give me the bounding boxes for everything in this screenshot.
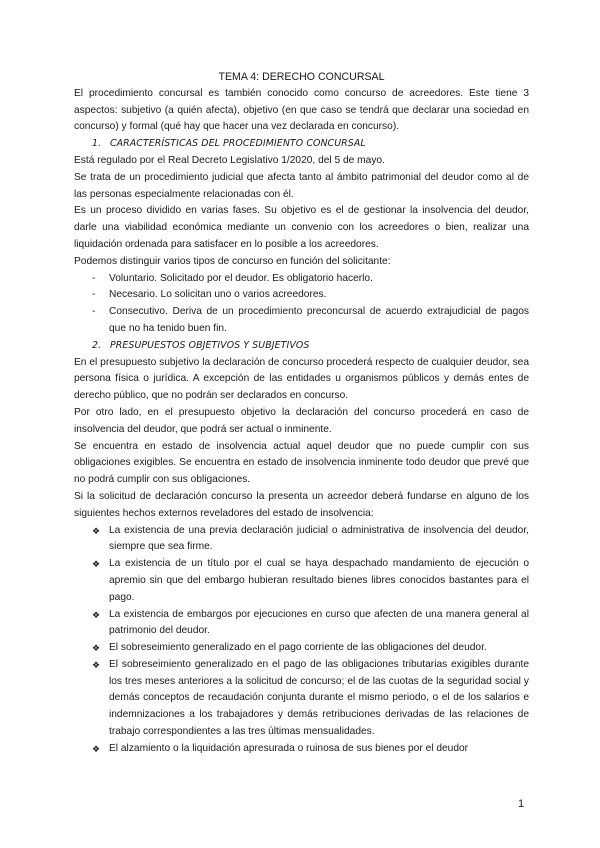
list-item (74, 607, 529, 641)
section-number: 2. (92, 339, 102, 351)
paragraph: Se trata de un procedimiento judicial que afecta tanto al ámbito patrimonial del deudor como al de las personas especialmente relacionadas con él. (74, 171, 529, 200)
intro-paragraph: El procedimiento concursal es también conocido como concurso de acreedores. Este tiene 3 aspectos: subjetivo (a quién afecta), objetivo (en que caso se tendrá que declarar una sociedad en concurso) y formal (qué hay que hacer una vez declarada en concurso). (74, 87, 529, 133)
list-item-text: El sobreseimiento generalizado en el pago de las obligaciones tributarias exigibles durante los tres meses anteriores a la solicitud de concurso; el de las cuotas de la seguridad social y demás conceptos de recaudación conjunta durante el mismo periodo, o el de los salarios e indemnizaciones a los trabajadores y demás retribuciones derivadas de las relaciones de trabajo correspondientes a las tres últimas mensualidades. (109, 658, 529, 738)
section-heading-2 (92, 338, 529, 355)
page-content (74, 69, 529, 758)
list-item (74, 271, 529, 288)
paragraph: Se encuentra en estado de insolvencia actual aquel deudor que no puede cumplir con sus obligaciones exigibles. Se encuentra en estado de insolvencia inminente todo deudor que prevé que no podrá cumplir con sus obligaciones. (74, 440, 529, 486)
dash-bullet: - (92, 306, 96, 318)
list-item (74, 741, 529, 758)
insolvency-facts-list (74, 523, 529, 758)
diamond-bullet-icon: ❖ (92, 743, 101, 754)
diamond-bullet-icon: ❖ (92, 643, 101, 654)
list-item-text: La existencia de un título por el cual se haya despachado mandamiento de ejecución o apremio sin que del embargo hubieran resultado bienes libres conocidos bastantes para el pago. (109, 558, 529, 603)
list-item-text: Consecutivo. Deriva de un procedimiento preconcursal de acuerdo extrajudicial de pagos que no ha tenido buen fin. (109, 306, 529, 334)
section-title: PRESUPUESTOS OBJETIVOS Y SUBJETIVOS (110, 339, 310, 351)
paragraph: Si la solicitud de declaración concurso la presenta un acreedor deberá fundarse en alguno de los siguientes hechos externos reveladores del estado de insolvencia: (74, 490, 529, 519)
section-title: CARACTERÍSTICAS DEL PROCEDIMIENTO CONCURSAL (110, 138, 366, 150)
paragraph: Por otro lado, en el presupuesto objetivo la declaración del concurso procederá en caso de insolvencia del deudor, que podrá ser actual o inminente. (74, 406, 529, 435)
list-item (74, 304, 529, 338)
paragraph: Podemos distinguir varios tipos de concurso en función del solicitante: (74, 255, 391, 267)
paragraph: En el presupuesto subjetivo la declaración de concurso procederá respecto de cualquier deudor, sea persona física o jurídica. A excepción de las entidades u organismos públicos y demás entes de derecho público, que no podrán ser declarados en concurso. (74, 356, 529, 402)
section-heading-1 (92, 136, 529, 153)
list-item (74, 640, 529, 657)
paragraph: Está regulado por el Real Decreto Legislativo 1/2020, del 5 de mayo. (74, 154, 385, 166)
list-item-text: La existencia de embargos por ejecuciones en curso que afecten de una manera general al patrimonio del deudor. (109, 608, 529, 637)
concurso-types-list (74, 271, 529, 338)
list-item (74, 657, 529, 741)
list-item (74, 523, 529, 557)
list-item-text: La existencia de una previa declaración judicial o administrativa de insolvencia del deudor, siempre que sea firme. (109, 524, 529, 553)
diamond-bullet-icon: ❖ (92, 559, 101, 570)
list-item (74, 556, 529, 606)
diamond-bullet-icon: ❖ (92, 609, 101, 620)
list-item-text: El alzamiento o la liquidación apresurada o ruinosa de sus bienes por el deudor (109, 742, 469, 754)
section-number: 1. (92, 138, 102, 150)
document-title: TEMA 4: DERECHO CONCURSAL (218, 71, 385, 83)
list-item-text: Voluntario. Solicitado por el deudor. Es obligatorio hacerlo. (109, 272, 373, 284)
paragraph: Es un proceso dividido en varias fases. Su objetivo es el de gestionar la insolvencia del deudor, darle una viabilidad económica mediante un convenio con los acreedores o bien, realizar una liquidación ordenada para satisfacer en lo posible a los acreedores. (74, 205, 529, 250)
diamond-bullet-icon: ❖ (92, 525, 101, 536)
list-item-text: El sobreseimiento generalizado en el pago corriente de las obligaciones del deudor. (109, 642, 487, 654)
list-item (74, 287, 529, 304)
list-item-text: Necesario. Lo solicitan uno o varios acreedores. (109, 289, 327, 301)
dash-bullet: - (92, 272, 96, 284)
diamond-bullet-icon: ❖ (92, 659, 101, 670)
page-number: 1 (518, 798, 525, 810)
dash-bullet: - (92, 289, 96, 301)
